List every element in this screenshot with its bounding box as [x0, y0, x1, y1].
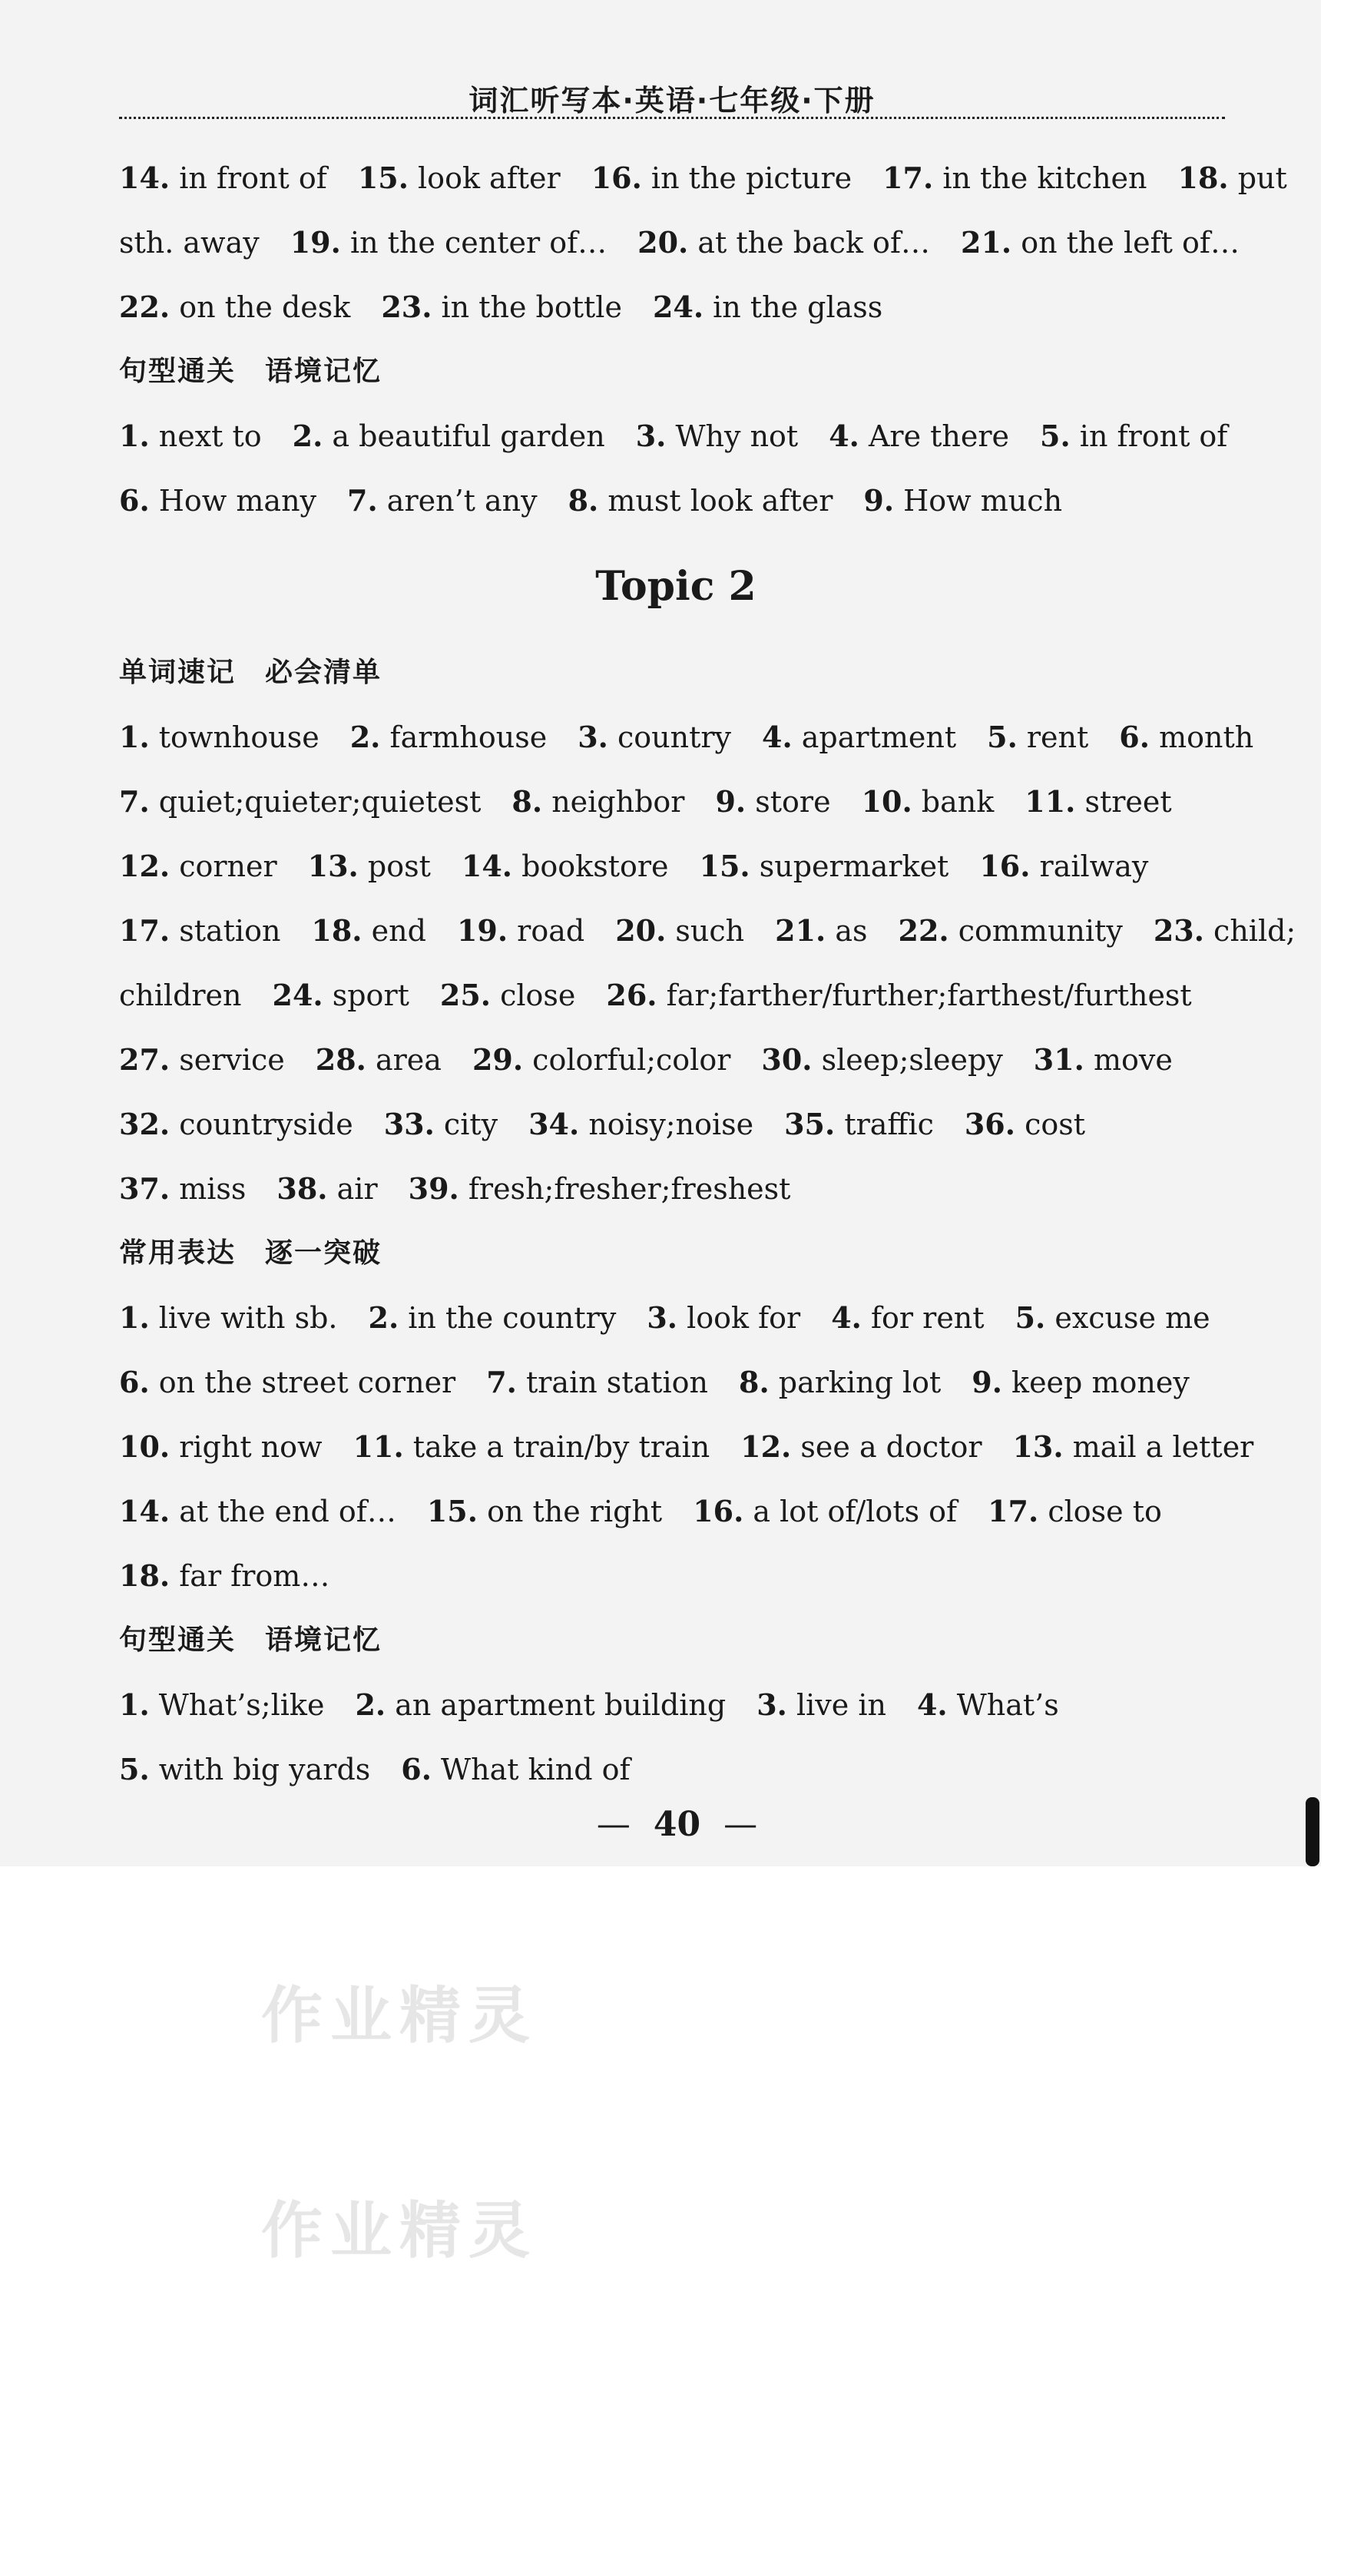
topic-title: Topic 2 — [595, 563, 756, 610]
page-number-row — [0, 1805, 1354, 1844]
answer-item — [293, 419, 605, 453]
item-number: 28. — [315, 1042, 366, 1077]
answer-item — [1015, 1301, 1210, 1335]
item-text: traffic — [844, 1108, 934, 1141]
item-text: excuse me — [1054, 1301, 1210, 1335]
item-text: Why not — [675, 419, 799, 453]
item-number: 9. — [863, 483, 895, 518]
answer-item — [606, 978, 1191, 1012]
page-dash-right: — — [723, 1805, 758, 1844]
item-text: bank — [921, 785, 995, 819]
item-text: at the back of… — [697, 226, 931, 260]
page-header: 词汇听写本·英语·七年级·下册 — [468, 84, 876, 118]
item-text: look after — [418, 161, 561, 195]
item-number: 2. — [292, 419, 323, 453]
item-text: city — [443, 1108, 498, 1141]
item-text: far;farther/further;farthest/furthest — [666, 978, 1192, 1012]
item-text: countryside — [179, 1108, 353, 1141]
item-text: child; — [1213, 914, 1296, 948]
item-text: railway — [1039, 849, 1149, 883]
answer-item — [347, 484, 538, 518]
item-text: sleep;sleepy — [821, 1043, 1003, 1077]
item-text: move — [1094, 1043, 1173, 1077]
item-number: 14. — [119, 1494, 170, 1528]
item-number: 8. — [511, 784, 543, 819]
item-number: 13. — [307, 849, 359, 883]
item-number: 6. — [401, 1752, 432, 1786]
item-text: keep money — [1011, 1366, 1190, 1399]
item-text: post — [367, 849, 431, 883]
answer-item — [486, 1366, 708, 1399]
answer-line — [119, 210, 1240, 275]
answer-item — [119, 484, 316, 518]
item-text: mail a letter — [1072, 1430, 1254, 1464]
item-text: put — [1237, 161, 1287, 195]
answer-item — [457, 914, 584, 948]
answer-item — [761, 1043, 1002, 1077]
answer-item — [119, 978, 242, 1012]
answer-item — [1040, 419, 1227, 453]
item-number: 5. — [1040, 419, 1071, 453]
answer-item — [119, 1559, 329, 1593]
item-text: as — [835, 914, 868, 948]
item-text: for rent — [870, 1301, 985, 1335]
answer-item — [653, 290, 882, 324]
item-text: What’s;like — [158, 1688, 325, 1722]
answer-line — [119, 1415, 1254, 1479]
page-number: 40 — [653, 1805, 701, 1844]
item-text: take a train/by train — [412, 1430, 710, 1464]
item-text: corner — [179, 849, 277, 883]
answer-item — [119, 290, 350, 324]
answer-item — [636, 419, 798, 453]
item-number: 6. — [119, 483, 150, 518]
item-text: aren’t any — [386, 484, 538, 518]
answer-item — [756, 1688, 886, 1722]
item-number: 1. — [119, 1300, 150, 1335]
item-text: in the picture — [651, 161, 852, 195]
answer-item — [381, 290, 622, 324]
answer-item — [615, 914, 744, 948]
answer-item — [316, 1043, 442, 1077]
page-dash-left: — — [596, 1805, 631, 1844]
item-number: 6. — [119, 1365, 150, 1399]
item-number: 1. — [119, 1687, 150, 1722]
item-text: in front of — [1079, 419, 1228, 453]
answer-item — [578, 720, 731, 754]
item-text: right now — [179, 1430, 323, 1464]
item-number: 11. — [353, 1429, 404, 1464]
item-text: rent — [1026, 720, 1089, 754]
answer-item — [647, 1301, 800, 1335]
item-number: 27. — [119, 1042, 170, 1077]
answer-item — [355, 1688, 726, 1722]
answer-item — [637, 226, 930, 260]
answer-item — [358, 161, 561, 195]
item-text: community — [958, 914, 1123, 948]
answer-item — [528, 1108, 753, 1141]
answer-item — [427, 1495, 662, 1528]
answer-item — [917, 1688, 1059, 1722]
item-text: in the glass — [713, 290, 883, 324]
item-number: 32. — [119, 1107, 170, 1141]
item-number: 21. — [961, 225, 1012, 260]
item-number: 17. — [882, 161, 934, 195]
item-number: 2. — [355, 1687, 386, 1722]
answer-item — [979, 849, 1148, 883]
answer-item — [119, 419, 262, 453]
answer-item — [462, 849, 669, 883]
answer-item — [119, 1688, 324, 1722]
answer-item — [988, 1495, 1162, 1528]
item-text: look for — [687, 1301, 801, 1335]
answer-line — [119, 1157, 1233, 1221]
answer-item — [591, 161, 852, 195]
item-number: 16. — [591, 161, 642, 195]
item-number: 3. — [756, 1687, 787, 1722]
item-number: 31. — [1033, 1042, 1084, 1077]
item-number: 1. — [119, 419, 150, 453]
item-text: in the center of… — [349, 226, 607, 260]
answer-item — [1154, 914, 1296, 948]
section-title-sentences: 句型通关 语境记忆 — [119, 356, 382, 387]
item-text: air — [336, 1172, 378, 1206]
item-number: 9. — [715, 784, 747, 819]
answer-item — [1119, 720, 1253, 754]
answer-item — [353, 1430, 710, 1464]
answer-item — [862, 785, 995, 819]
item-text: live with sb. — [158, 1301, 338, 1335]
answer-line — [119, 275, 1233, 339]
item-text: at the end of… — [179, 1495, 396, 1528]
item-number: 7. — [119, 784, 150, 819]
watermark-text — [261, 1966, 538, 2055]
answer-item — [119, 1430, 323, 1464]
answer-item — [1012, 1430, 1253, 1464]
answer-item — [972, 1366, 1190, 1399]
item-text: quiet;quieter;quietest — [158, 785, 482, 819]
item-text: in the country — [408, 1301, 617, 1335]
item-number: 19. — [456, 913, 508, 948]
item-text: street — [1084, 785, 1172, 819]
answer-item — [119, 161, 327, 195]
answer-item — [440, 978, 576, 1012]
answer-item — [568, 484, 833, 518]
item-text: parking lot — [778, 1366, 942, 1399]
section-title-sentences: 句型通关 语境记忆 — [119, 1624, 382, 1656]
item-number: 6. — [1119, 720, 1150, 754]
item-text: with big yards — [158, 1753, 371, 1786]
item-number: 8. — [739, 1365, 770, 1399]
item-number: 17. — [119, 913, 170, 948]
answer-item — [409, 1172, 791, 1206]
item-text: store — [755, 785, 831, 819]
answer-line — [119, 1737, 1233, 1802]
item-number: 26. — [606, 978, 657, 1012]
section-title-expressions: 常用表达 逐一突破 — [119, 1237, 382, 1269]
item-text: sport — [332, 978, 409, 1012]
item-text: close to — [1048, 1495, 1162, 1528]
answer-item — [401, 1753, 630, 1786]
item-number: 10. — [861, 784, 912, 819]
answer-item — [784, 1108, 934, 1141]
item-number: 2. — [368, 1300, 399, 1335]
item-number: 30. — [761, 1042, 813, 1077]
answer-item — [882, 161, 1147, 195]
answer-item — [119, 1753, 370, 1786]
item-text: on the street corner — [158, 1366, 456, 1399]
item-number: 20. — [637, 225, 689, 260]
answer-item — [965, 1108, 1085, 1141]
item-number: 18. — [119, 1558, 170, 1593]
item-text: in the kitchen — [942, 161, 1147, 195]
item-number: 5. — [119, 1752, 150, 1786]
answer-line — [119, 146, 1287, 210]
item-text: country — [617, 720, 732, 754]
answer-item — [119, 1172, 246, 1206]
item-number: 4. — [829, 419, 859, 453]
item-text: miss — [179, 1172, 247, 1206]
item-number: 8. — [568, 483, 599, 518]
item-number: 15. — [699, 849, 750, 883]
answer-item — [311, 914, 426, 948]
item-text: on the desk — [179, 290, 351, 324]
item-number: 16. — [693, 1494, 744, 1528]
item-number: 37. — [119, 1171, 170, 1206]
item-number: 24. — [272, 978, 323, 1012]
item-text: area — [375, 1043, 442, 1077]
item-text: What kind of — [441, 1753, 631, 1786]
item-number: 18. — [1177, 161, 1229, 195]
watermark-text — [261, 2181, 538, 2270]
answer-item — [119, 1301, 338, 1335]
item-number: 5. — [1015, 1300, 1046, 1335]
item-number: 7. — [347, 483, 378, 518]
item-number: 20. — [615, 913, 667, 948]
item-text: see a doctor — [800, 1430, 982, 1464]
item-number: 14. — [461, 849, 512, 883]
item-number: 13. — [1012, 1429, 1064, 1464]
item-text: fresh;fresher;freshest — [468, 1172, 791, 1206]
answer-item — [472, 1043, 730, 1077]
answer-item — [350, 720, 548, 754]
item-text: an apartment building — [395, 1688, 727, 1722]
answer-line — [119, 899, 1296, 963]
answer-item — [739, 1366, 941, 1399]
section-title-words: 单词速记 必会清单 — [119, 657, 382, 688]
item-text: farmhouse — [389, 720, 548, 754]
answer-item — [290, 226, 607, 260]
answer-item — [775, 914, 867, 948]
item-text: a lot of/lots of — [753, 1495, 958, 1528]
item-text: supermarket — [759, 849, 949, 883]
item-number: 4. — [916, 1687, 948, 1722]
item-text: Are there — [868, 419, 1010, 453]
item-number: 3. — [578, 720, 608, 754]
item-text: noisy;noise — [588, 1108, 754, 1141]
item-number: 4. — [762, 720, 793, 754]
item-text: What’s — [956, 1688, 1059, 1722]
answer-item — [1025, 785, 1171, 819]
item-text: month — [1159, 720, 1254, 754]
item-text: on the left of… — [1021, 226, 1240, 260]
answer-item — [119, 720, 319, 754]
answer-item — [1034, 1043, 1173, 1077]
item-number: 35. — [784, 1107, 836, 1141]
answer-line — [119, 1286, 1233, 1350]
answer-item — [899, 914, 1123, 948]
answer-item — [863, 484, 1062, 518]
answer-line — [119, 834, 1233, 899]
item-number: 15. — [426, 1494, 478, 1528]
item-number: 12. — [119, 849, 170, 883]
item-number: 15. — [357, 161, 409, 195]
item-number: 10. — [119, 1429, 170, 1464]
item-text: in front of — [179, 161, 327, 195]
answer-line — [119, 770, 1233, 834]
answer-item — [273, 978, 409, 1012]
item-text: station — [179, 914, 281, 948]
item-number: 22. — [898, 913, 949, 948]
watermark-label: 作业精灵 — [261, 2195, 538, 2266]
item-number: 22. — [119, 290, 170, 324]
answer-item — [119, 1043, 285, 1077]
item-number: 3. — [647, 1300, 677, 1335]
answer-item — [119, 226, 260, 260]
answer-item — [693, 1495, 957, 1528]
item-text: next to — [158, 419, 262, 453]
answer-line — [119, 469, 1233, 533]
item-text: sth. away — [119, 226, 260, 260]
answer-item — [511, 785, 684, 819]
answer-item — [762, 720, 956, 754]
answer-item — [740, 1430, 982, 1464]
item-number: 21. — [775, 913, 826, 948]
item-text: on the right — [487, 1495, 663, 1528]
answer-line — [119, 1479, 1233, 1544]
item-text: end — [371, 914, 426, 948]
answer-item — [119, 1495, 396, 1528]
item-number: 39. — [408, 1171, 459, 1206]
item-number: 34. — [528, 1107, 580, 1141]
scan-edge-mark — [1306, 1797, 1319, 1866]
item-number: 1. — [119, 720, 150, 754]
item-text: train station — [526, 1366, 708, 1399]
item-number: 25. — [439, 978, 491, 1012]
answer-item — [308, 849, 431, 883]
answer-item — [119, 914, 280, 948]
answer-line — [119, 1350, 1233, 1415]
answer-item — [276, 1172, 377, 1206]
item-number: 16. — [979, 849, 1031, 883]
item-text: children — [119, 978, 242, 1012]
answer-line — [119, 1092, 1233, 1157]
answer-item — [384, 1108, 498, 1141]
answer-item — [700, 849, 949, 883]
item-number: 11. — [1025, 784, 1076, 819]
item-text: bookstore — [521, 849, 669, 883]
item-text: far from… — [179, 1559, 330, 1593]
item-number: 19. — [290, 225, 341, 260]
answer-item — [119, 785, 481, 819]
item-number: 5. — [987, 720, 1018, 754]
item-text: How many — [158, 484, 317, 518]
answer-item — [831, 1301, 984, 1335]
item-text: cost — [1025, 1108, 1086, 1141]
answer-item — [715, 785, 830, 819]
item-text: service — [179, 1043, 285, 1077]
answer-line — [119, 1028, 1233, 1092]
item-number: 18. — [311, 913, 363, 948]
item-number: 12. — [740, 1429, 792, 1464]
item-number: 24. — [652, 290, 704, 324]
watermark-label: 作业精灵 — [261, 1980, 538, 2051]
answer-line — [119, 963, 1233, 1028]
item-text: live in — [796, 1688, 886, 1722]
item-text: colorful;color — [532, 1043, 731, 1077]
item-text: neighbor — [551, 785, 685, 819]
item-number: 9. — [972, 1365, 1002, 1399]
item-number: 36. — [964, 1107, 1015, 1141]
item-text: How much — [903, 484, 1063, 518]
item-text: must look after — [607, 484, 833, 518]
item-number: 4. — [831, 1300, 862, 1335]
answer-line — [119, 705, 1254, 770]
item-text: close — [500, 978, 576, 1012]
answer-item — [119, 849, 277, 883]
item-number: 23. — [381, 290, 432, 324]
answer-item — [369, 1301, 617, 1335]
item-text: apartment — [801, 720, 957, 754]
answer-line — [119, 404, 1233, 469]
answer-item — [961, 226, 1240, 260]
answer-content — [119, 146, 1296, 1802]
item-number: 23. — [1153, 913, 1204, 948]
item-number: 38. — [276, 1171, 328, 1206]
item-text: in the bottle — [441, 290, 622, 324]
item-text: such — [675, 914, 745, 948]
item-number: 3. — [635, 419, 667, 453]
answer-line — [119, 1544, 1233, 1608]
item-number: 33. — [383, 1107, 435, 1141]
item-number: 2. — [349, 720, 381, 754]
answer-line — [119, 1673, 1233, 1737]
item-number: 14. — [119, 161, 170, 195]
answer-item — [829, 419, 1009, 453]
item-text: road — [517, 914, 585, 948]
answer-item — [987, 720, 1088, 754]
answer-item — [1178, 161, 1287, 195]
answer-item — [119, 1366, 455, 1399]
item-number: 17. — [988, 1494, 1039, 1528]
item-text: a beautiful garden — [332, 419, 605, 453]
item-number: 7. — [486, 1365, 517, 1399]
header-divider — [119, 117, 1225, 119]
answer-item — [119, 1108, 353, 1141]
item-text: townhouse — [158, 720, 319, 754]
item-number: 29. — [472, 1042, 524, 1077]
